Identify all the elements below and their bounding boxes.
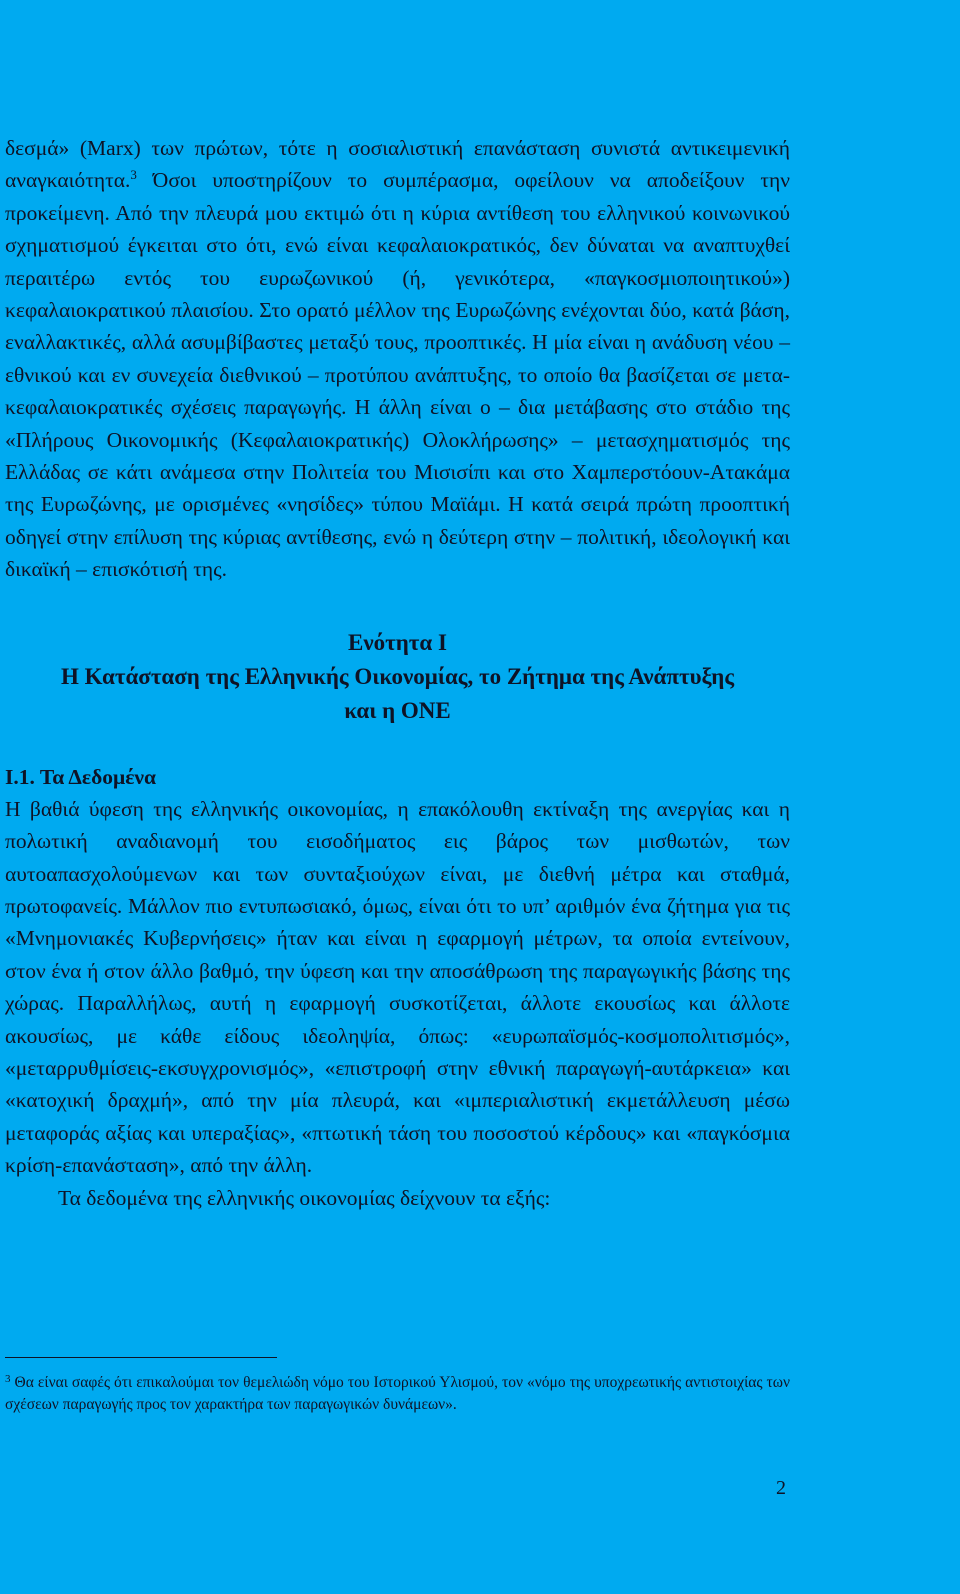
section-title-line2: Η Κατάσταση της Ελληνικής Οικονομίας, το Ζήτημα της Ανάπτυξης (60, 663, 735, 689)
footnote (5, 1372, 790, 1416)
document-body (5, 132, 790, 1214)
intro-text-part1: δεσμά» (Marx) των πρώτων, τότε η σοσιαλιστική επανάσταση συνιστά αντικειμενική αναγκαιότητα. (5, 136, 790, 193)
footnote-separator (5, 1357, 277, 1358)
footnote-reference[interactable]: 3 (130, 167, 137, 183)
section-title-line3: και η ΟΝΕ (344, 697, 451, 723)
page-number: 2 (776, 1477, 786, 1499)
subsection-heading: Ι.1. Τα Δεδομένα (5, 764, 156, 789)
intro-text-part2: Όσοι υποστηρίζουν το συμπέρασμα, οφείλουν να αποδείξουν την προκείμενη. Από την πλευρά μου εκτιμώ ότι η κύρια αντίθεση του ελληνικού κοινωνικού σχηματισμού έγκειται στο ότι, ενώ είναι κεφαλαιοκρατικός, δεν δύναται να αναπτυχθεί περαιτέρω εντός του ευρωζωνικού (ή, γενικότερα, «παγκοσμιοποιητικού») κεφαλαιοκρατικού πλαισίου. Στο ορατό μέλλον της Ευρωζώνης ενέχονται δύο, κατά βάση, εναλλακτικές, αλλά ασυμβίβαστες μεταξύ τους, προοπτικές. Η μία είναι η ανάδυση νέου – εθνικού και εν συνεχεία διεθνικού – προτύπου ανάπτυξης, το οποίο θα βασίζεται σε μετα-κεφαλαιοκρατικές σχέσεις παραγωγής. Η άλλη είναι ο – δια μετάβασης στο στάδιο της «Πλήρους Οικονομικής (Κεφαλαιοκρατικής) Ολοκλήρωσης» – μετασχηματισμός της Ελλάδας σε κάτι ανάμεσα στην Πολιτεία του Μισισίπι και στο Χαμπερστόουν-Ατακάμα της Ευρωζώνης, με ορισμένες «νησίδες» τύπου Μαϊάμι. Η κατά σειρά πρώτη προοπτική οδηγεί στην επίλυση της κύριας αντίθεσης, ενώ η δεύτερη στην – πολιτική, ιδεολογική και δικαϊκή – επισκότισή της. (5, 168, 790, 582)
intro-paragraph (5, 132, 790, 586)
body-paragraph-1: Η βαθιά ύφεση της ελληνικής οικονομίας, η επακόλουθη εκτίναξη της ανεργίας και η πολωτική αναδιανομή του εισοδήματος εις βάρος των μισθωτών, των αυτοαπασχολούμενων και των συνταξιούχων είναι, με διεθνή μέτρα και σταθμά, πρωτοφανείς. Μάλλον πιο εντυπωσιακό, όμως, είναι ότι το υπ’ αριθμόν ένα ζήτημα για τις «Μνημονιακές Κυβερνήσεις» ήταν και είναι η εφαρμογή μέτρων, τα οποία εντείνουν, στον ένα ή στον άλλο βαθμό, την ύφεση και την αποσάθρωση της παραγωγικής βάσης της χώρας. Παραλλήλως, αυτή η εφαρμογή συσκοτίζεται, άλλοτε εκουσίως και άλλοτε ακουσίως, με κάθε είδους ιδεοληψία, όπως: «ευρωπαϊσμός-κοσμοπολιτισμός», «μεταρρυθμίσεις-εκσυγχρονισμός», «επιστροφή στην εθνική παραγωγή-αυτάρκεια» και «κατοχική δραχμή», από την μία πλευρά, και «ιμπεριαλιστική εκμετάλλευση μέσω μεταφοράς αξίας και υπεραξίας», «πτωτική τάση του ποσοστού κέρδους» και «παγκόσμια κρίση-επανάσταση», από την άλλη. (5, 796, 790, 1178)
section-title-line1: Ενότητα Ι (348, 629, 447, 655)
footnote-text: Θα είναι σαφές ότι επικαλούμαι τον θεμελιώδη νόμο του Ιστορικού Υλισμού, τον «νόμο της υποχρεωτικής αντιστοιχίας των σχέσεων παραγωγής προς τον χαρακτήρα των παραγωγικών δυνάμεων». (5, 1374, 790, 1413)
footnote-number: 3 (5, 1373, 11, 1385)
body-paragraph-2: Τα δεδομένα της ελληνικής οικονομίας δείχνουν τα εξής: (58, 1185, 551, 1210)
section-heading (5, 626, 790, 728)
